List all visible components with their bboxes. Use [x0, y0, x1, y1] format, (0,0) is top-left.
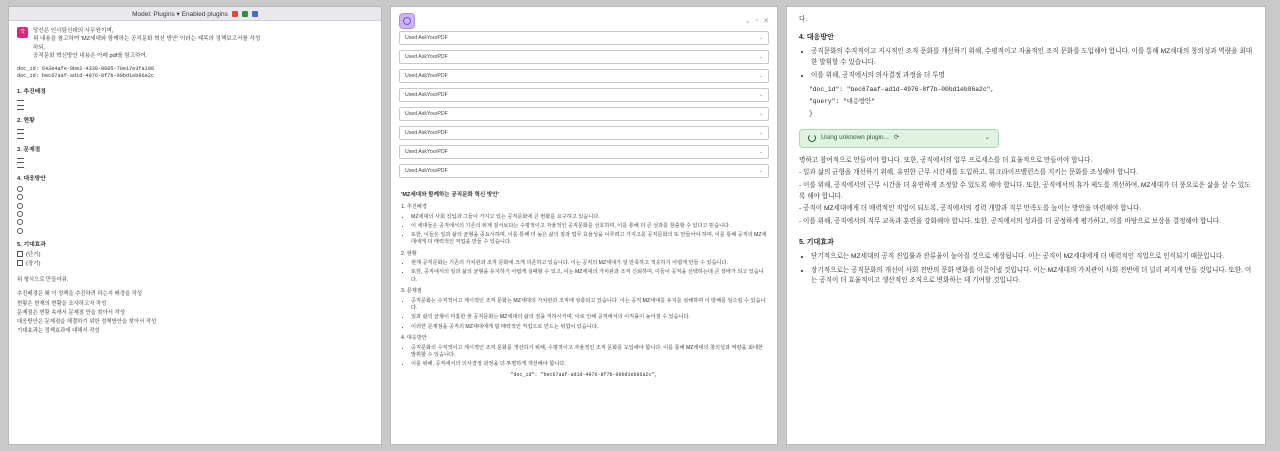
empty-bullet: [17, 203, 23, 209]
list-item: • 이를 위해, 공직에서의 의사결정 과정을 더 투명: [811, 71, 1253, 82]
blank-line: [17, 105, 24, 106]
plugin-call-label: Used AskYourPDF: [405, 149, 448, 155]
blank-line: [17, 167, 24, 168]
section-bullets: [401, 214, 767, 247]
section-title: 현황: [406, 250, 417, 257]
section-number: 4.: [401, 335, 406, 342]
plugin-call-row[interactable]: [399, 126, 769, 140]
section-number: 3.: [401, 288, 406, 295]
paragraph: - 이를 위해, 공직에서의 직무 교육과 훈련을 강화해야 합니다. 또한, 공직에서의 성과를 더 공정하게 평가하고, 이를 바탕으로 보상을 결정해야 합니다.: [799, 217, 1221, 225]
blank-line: [17, 100, 24, 101]
plugin-status-label: Using unknown plugin...: [821, 134, 889, 142]
section-heading: [17, 88, 373, 97]
intro-paragraph: [33, 27, 373, 61]
chevron-down-icon[interactable]: ⌄: [758, 54, 763, 60]
avatar: [17, 27, 28, 38]
panel-a-body: [9, 21, 381, 340]
report-title: 'MZ세대와 함께하는 공직문화 혁신 방안': [401, 192, 500, 198]
footer-line: 현황은 현재의 현황을 조사하고자 작성: [17, 300, 107, 307]
intro-line: 위 내용을 참고하여 'MZ세대와 함께하는 공직문화 혁신 방안' 이라는 제목의 정책보고서를 작성: [33, 36, 261, 43]
chevron-down-icon[interactable]: ⌄: [758, 73, 763, 79]
chevron-down-icon[interactable]: ⌄: [984, 134, 990, 142]
list-item: • 이를 위해, 공직에서의 의사결정 과정을 더 투명하게 개선해야 합니다.: [411, 361, 767, 369]
footer-line: 문제점은 현황 속에서 문제점 만을 찾아서 작성: [17, 309, 125, 316]
panel-b-header: [391, 7, 777, 31]
section-bullets: [401, 345, 767, 369]
section-title: 문제점: [23, 146, 41, 153]
empty-bullet: [17, 211, 23, 217]
section-title: 문제점: [406, 288, 422, 295]
plugin-call-label: Used AskYourPDF: [405, 54, 448, 60]
list-item: • 장기적으로는 공직문화의 개선이 사회 전반의 문화 변화를 이끌어낼 것입니다. 이는 MZ세대의 가치관이 사회 전반에 더 널리 퍼지게 만들 것입니다. 또한, 이는 공직이 더 효율적이고 생산적인 조직으로 변화하는 데 기여할 것입니다.: [811, 266, 1253, 287]
section-number: 4.: [17, 175, 22, 182]
list-item: • 공직문화는 수직적이고 계시적인 조직 문화는 MZ세대의 가치관과 조직에 상충되고 있습니다. 이는 공직 MZ세대를 유지를 심해하며 이 방해를 일으킬 수 있습니다.: [411, 298, 767, 313]
section-bullets: [401, 260, 767, 284]
checkbox-label: (단기): [26, 252, 41, 259]
checkbox-icon[interactable]: [17, 260, 23, 266]
chevron-down-icon[interactable]: ⌄: [758, 130, 763, 136]
blank-line: [17, 133, 24, 134]
paragraph: 명하고 참여적으로 만들어야 합니다. 또한, 공직에서의 업무 프로세스를 더 효율적으로 만들어야 합니다.: [799, 156, 1093, 164]
loading-dot-icon: ⟳: [893, 134, 900, 142]
section-bullets: [401, 298, 767, 331]
close-icon[interactable]: ✕: [763, 18, 769, 25]
section-number: 1.: [401, 204, 406, 211]
list-item: • 현재 공직문화는 기존의 가치관과 조직 문화에 크게 의존하고 있습니다. 이는 공직의 MZ세대가 일 만족하고 적응하기 어렵게 만들 수 있습니다.: [411, 260, 767, 268]
response-paragraphs: [799, 156, 1253, 228]
report-section: [401, 204, 767, 247]
intro-line: 당신은 인사팀신데의 사무원이며,: [33, 28, 114, 34]
panel-c-body: [787, 7, 1265, 298]
generated-report: [391, 183, 777, 385]
spinner-icon: [808, 134, 816, 142]
list-item: • 일과 삶의 균형이 미흡한 현 공직문화는 MZ세대의 삶의 질을 저하시키며, 이로 인해 공직에서의 이직률이 높아질 수 있습니다.: [411, 314, 767, 322]
section-heading: 5. 기대효과: [799, 238, 834, 246]
report-section: [401, 251, 767, 285]
section-heading: [17, 175, 373, 184]
top-fragment: 다.: [799, 16, 808, 23]
section-title: 현황: [23, 118, 35, 125]
plugin-call-row[interactable]: [399, 69, 769, 83]
paragraph: - 공직이 MZ세대에게 더 매력적인 직업이 되도록, 공직에서의 경력 개발과 직무 만족도를 높이는 방안을 마련해야 합니다.: [799, 205, 1142, 213]
section-title: 기대효과: [23, 241, 46, 248]
plugin-call-row[interactable]: [399, 164, 769, 178]
chevron-down-icon[interactable]: ⌄: [758, 35, 763, 41]
puzzle-icon[interactable]: [242, 11, 248, 17]
blank-line: [17, 162, 24, 163]
list-item: • MZ세대의 사회 진입과 그들이 가지고 있는 공직문화에 큰 변화를 요구하고 있습니다.: [411, 214, 767, 222]
doc-id-line: doc_id: bec67aaf-ad1d-4976-8f7b-00bd1eb86a2c: [17, 73, 154, 80]
minimize-icon[interactable]: ⌄: [744, 18, 751, 25]
footer-block: [17, 276, 373, 336]
plugin-call-label: Used AskYourPDF: [405, 111, 448, 117]
footer-heading: 위 형식으로 만들어줘.: [17, 277, 69, 284]
report-section: [401, 288, 767, 331]
section-heading: [17, 146, 373, 155]
section-number: 2.: [401, 250, 406, 257]
blank-line: [17, 158, 24, 159]
list-item: • 이 세대들은 공직에서의 기존의 위계 질서보다는 수평적이고 자율적인 공직문화를 선호하며, 이를 통해 더 큰 성과를 창출할 수 있다고 믿습니다.: [411, 223, 767, 231]
code-line: }: [809, 110, 813, 118]
paragraph: - 이를 위해, 공직에서의 근무 시간을 더 유연하게 조정할 수 있도록 해야 합니다. 또한, 공직에서의 휴가 제도를 개선하여, MZ세대가 더 풍요로운 삶을 살 수 있도록 해야 합니다.: [799, 181, 1251, 200]
intro-line: 하되,: [33, 44, 46, 51]
panel-prompt-window: [8, 6, 382, 445]
section-title: 추진배경: [406, 204, 427, 211]
blank-line: [17, 129, 24, 130]
plugin-call-row[interactable]: [399, 88, 769, 102]
empty-bullet: [17, 219, 23, 225]
code-line: "doc_id": "bec67aaf-ad1d-4976-8f7b-00bd1eb86a2c",: [809, 86, 995, 94]
doc-id-line: doc_id: 643e4afe-0be2-4330-9005-70e17e3fa108: [17, 65, 154, 72]
list-item: • 또한, 이들은 일과 삶의 균형을 중요시하며, 이를 통해 더 높은 삶의 질과 업무 효율성을 이루려고 가지고를 공직문화의 또 만들어야 하며, 이를 통해 공직의 MZ세대에게 더 매력적인 직업을 만들 수 있습니다.: [411, 232, 767, 247]
avatar-initial: 작: [20, 28, 25, 35]
section-number: 5.: [17, 241, 22, 248]
section-title: 대응방안: [23, 175, 46, 182]
list-item: • 단기적으로는 MZ세대의 공직 진입률과 잔류율이 높아질 것으로 예상됩니다. 이는 공직이 MZ세대에게 더 매력적인 직업으로 인식되기 때문입니다.: [811, 252, 1253, 263]
checkbox-row: [17, 251, 373, 259]
section-bullets: [799, 47, 1253, 82]
checkbox-row: [17, 260, 373, 268]
section-heading: [17, 241, 373, 250]
section-title: 추진배경: [23, 89, 46, 96]
list-item: • 공직문화의 수직적이고 지시적인 조직 문화를 개선하기 위해, 수평적이고 자율적인 조직 문화를 도입해야 합니다. 이를 통해 MZ세대의 창의성과 역량을 최대한 발휘할 수 있습니다.: [811, 47, 1253, 68]
gear-icon[interactable]: [252, 11, 258, 17]
checkbox-icon[interactable]: [17, 251, 23, 257]
chevron-down-icon[interactable]: ⌄: [758, 149, 763, 155]
paragraph: - 일과 삶의 균형을 개선하기 위해, 유연한 근무 시간제를 도입하고, 워크라이프밸런스를 지키는 문화를 조성해야 합니다.: [799, 169, 1139, 177]
grid-icon[interactable]: [232, 11, 238, 17]
empty-bullet: [17, 186, 23, 192]
blank-line: [17, 109, 24, 110]
section-title: 대응방안: [406, 335, 427, 342]
panel-a-titlebar: [9, 7, 381, 21]
titlebar-label: Model: Plugins ▾ Enabled plugins: [132, 10, 228, 18]
chevron-down-icon[interactable]: ⌄: [758, 168, 763, 174]
blank-line: [17, 138, 24, 139]
plugin-status-badge[interactable]: [799, 129, 999, 147]
chevron-down-icon[interactable]: ⌄: [758, 92, 763, 98]
intro-line: 공직문화 혁신방안 내용은 아래 pdf를 참고하여.: [33, 53, 148, 60]
plugin-call-row[interactable]: [399, 145, 769, 159]
panel-response-window: [786, 6, 1266, 445]
footer-line: 기대효과는 정책효과에 대해서 작성: [17, 328, 100, 335]
footer-line: 대응방안은 문제점을 해결하기 위한 정책방안을 찾아서 작성: [17, 318, 157, 325]
plugin-logo-icon: [399, 13, 415, 29]
section-heading: 4. 대응방안: [799, 33, 834, 41]
plugin-call-label: Used AskYourPDF: [405, 168, 448, 174]
section-number: 3.: [17, 146, 22, 153]
maximize-icon[interactable]: ▫: [755, 17, 759, 24]
plugin-call-label: Used AskYourPDF: [405, 130, 448, 136]
report-section: [401, 335, 767, 369]
plugin-call-label: Used AskYourPDF: [405, 92, 448, 98]
section-number: 1.: [17, 89, 22, 96]
list-item: • 또한, 공직에서의 일과 삶의 균형을 유지하기 어렵게 실패할 수 있고, 이는 MZ세대의 가치관과 조직 신뢰하며, 이들이 공직을 선택하는데 큰 장애가 되고 있습니다.: [411, 269, 767, 284]
checkbox-label: (장기): [26, 260, 41, 267]
code-line: "doc_id": "bec67aaf-ad1d-4976-8f7b-00bd1eb86a2c",: [510, 371, 658, 378]
empty-bullet: [17, 194, 23, 200]
plugin-call-label: Used AskYourPDF: [405, 73, 448, 79]
chevron-down-icon[interactable]: ⌄: [758, 111, 763, 117]
code-line: "query": "대응방안": [809, 98, 875, 106]
footer-line: 추진배경은 왜 이 정책을 추진하려 하는지 배경을 작성: [17, 291, 143, 298]
section-heading: [17, 117, 373, 126]
plugin-call-row[interactable]: [399, 107, 769, 121]
panel-plugin-window: [390, 6, 778, 445]
window-controls: [745, 17, 769, 25]
list-item: • 공직문화의 수직적이고 계시적인 조직 문화를 개선하기 위해, 수평적이고 자율적인 조직 문화를 도입해야 합니다. 이를 통해 MZ세대의 창의성과 역량을 최대한 발휘할 수 있습니다.: [411, 345, 767, 360]
plugin-call-row[interactable]: [399, 31, 769, 45]
empty-bullet: [17, 228, 23, 234]
section-bullets: [799, 252, 1253, 287]
list-item: • 이러한 문제점을 공직의 MZ세대에게 덜 매력적인 직업으로 만드는 위험이 있습니다.: [411, 324, 767, 332]
plugin-call-list: [391, 31, 777, 178]
plugin-call-label: Used AskYourPDF: [405, 35, 448, 41]
section-number: 2.: [17, 118, 22, 125]
plugin-call-row[interactable]: [399, 50, 769, 64]
